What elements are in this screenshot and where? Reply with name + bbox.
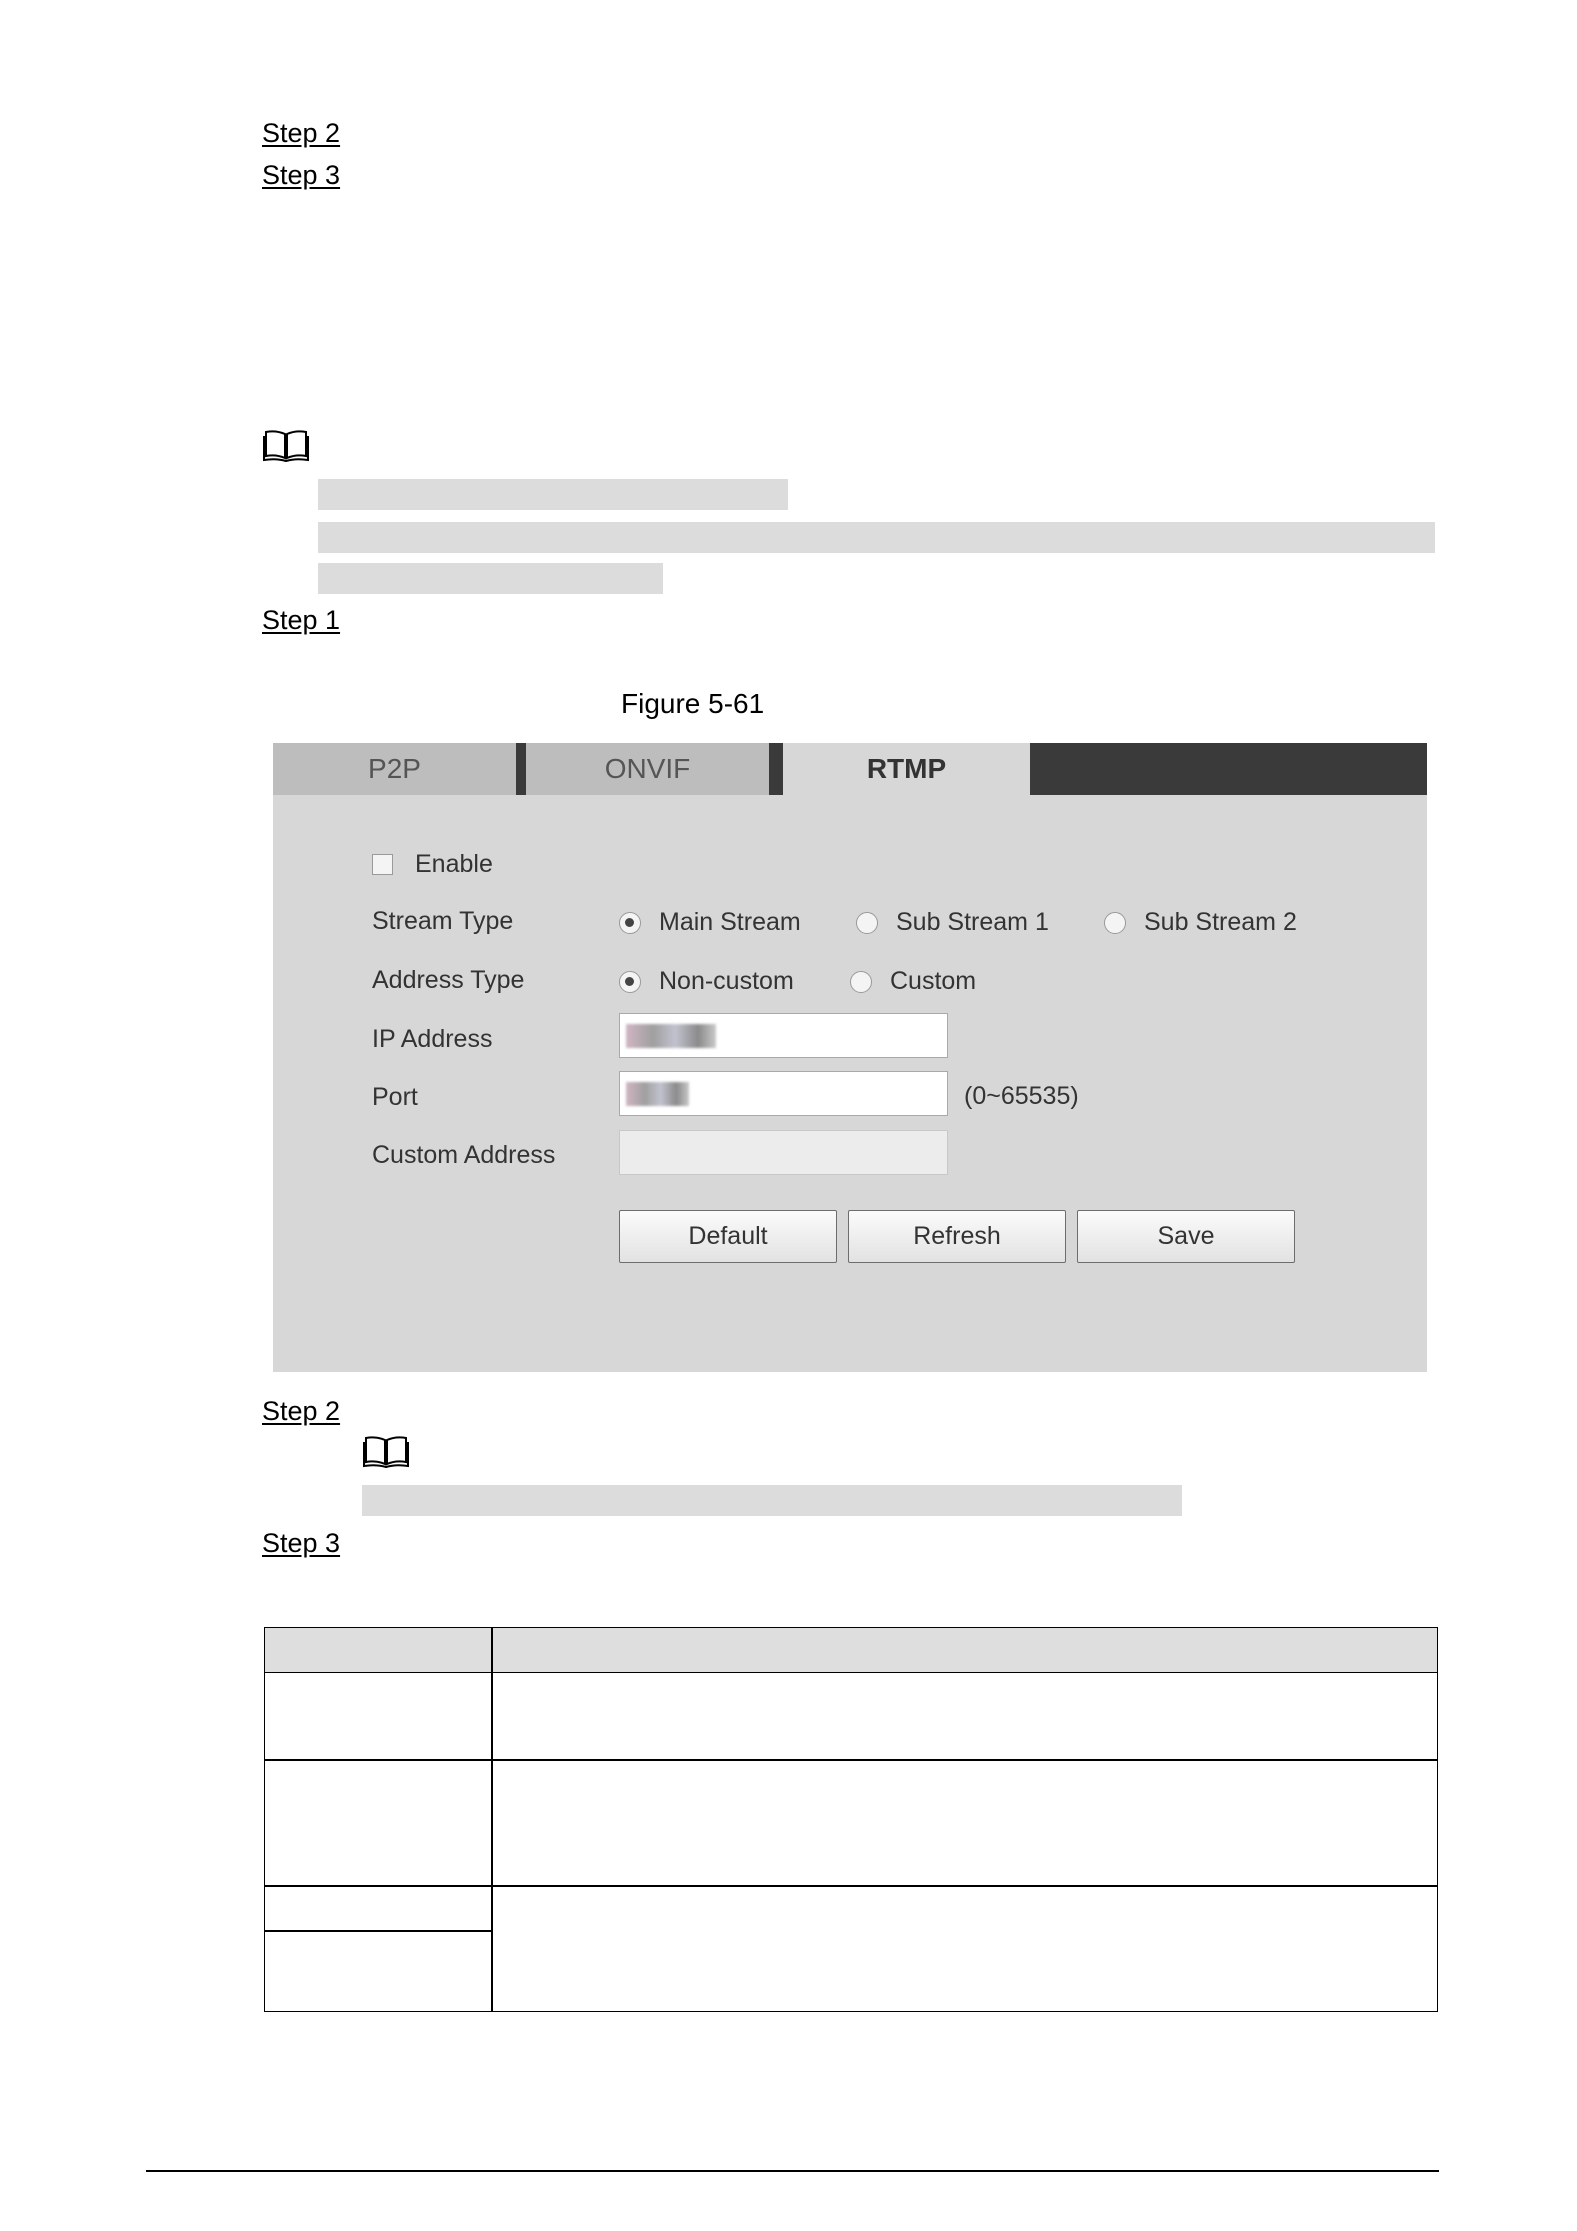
enable-checkbox-row[interactable] [372, 850, 493, 879]
port-label: Port [372, 1083, 418, 1111]
table-header [265, 1628, 1437, 1673]
radio-label: Sub Stream 1 [896, 908, 1049, 936]
radio-label: Sub Stream 2 [1144, 908, 1297, 936]
custom-address-input [619, 1130, 948, 1175]
tab-p2p[interactable]: P2P [273, 743, 516, 795]
radio-label: Custom [890, 967, 977, 995]
step-3-label: Step 3 [262, 160, 341, 190]
radio-icon[interactable] [1104, 912, 1126, 934]
redacted-note-line [318, 563, 663, 594]
stream-type-label: Stream Type [372, 907, 514, 935]
radio-label: Main Stream [659, 908, 801, 936]
table-row-border [265, 1930, 491, 1932]
radio-non-custom[interactable] [619, 967, 794, 996]
table-row-border [265, 1759, 1437, 1761]
book-icon [362, 1434, 410, 1470]
step-3-label: Step 3 [262, 1528, 341, 1558]
refresh-button[interactable]: Refresh [848, 1210, 1066, 1263]
radio-label: Non-custom [659, 967, 794, 995]
rtmp-settings-panel [273, 743, 1427, 1372]
radio-sub-stream-2[interactable] [1104, 908, 1297, 937]
radio-custom[interactable] [850, 967, 976, 996]
figure-caption: Figure 5-61 [621, 688, 765, 719]
port-input[interactable] [619, 1071, 948, 1116]
step-2-label: Step 2 [262, 1396, 341, 1426]
tab-bar [273, 743, 1427, 795]
blurred-value [626, 1024, 716, 1048]
radio-icon[interactable] [850, 971, 872, 993]
step-2-label: Step 2 [262, 118, 341, 148]
radio-selected-icon[interactable] [619, 971, 641, 993]
save-button[interactable]: Save [1077, 1210, 1295, 1263]
port-range-hint: (0~65535) [964, 1082, 1079, 1110]
redacted-note-line [362, 1485, 1182, 1516]
table-row-border [265, 1885, 1437, 1887]
redacted-note-line [318, 479, 788, 510]
step-1-label: Step 1 [262, 605, 341, 635]
radio-icon[interactable] [856, 912, 878, 934]
table-divider [491, 1628, 493, 2011]
radio-selected-icon[interactable] [619, 912, 641, 934]
default-button[interactable]: Default [619, 1210, 837, 1263]
tab-rtmp[interactable]: RTMP [783, 743, 1030, 795]
ip-address-input[interactable] [619, 1013, 948, 1058]
blurred-value [626, 1082, 689, 1106]
redacted-note-line [318, 522, 1435, 553]
footer-rule [146, 2170, 1439, 2172]
parameter-table [264, 1627, 1438, 2012]
address-type-label: Address Type [372, 966, 525, 994]
radio-sub-stream-1[interactable] [856, 908, 1049, 937]
custom-address-label: Custom Address [372, 1141, 556, 1169]
radio-main-stream[interactable] [619, 908, 801, 937]
enable-checkbox[interactable] [372, 854, 393, 875]
book-icon [262, 428, 310, 464]
enable-label: Enable [415, 850, 493, 878]
ip-address-label: IP Address [372, 1025, 493, 1053]
tab-onvif[interactable]: ONVIF [526, 743, 769, 795]
